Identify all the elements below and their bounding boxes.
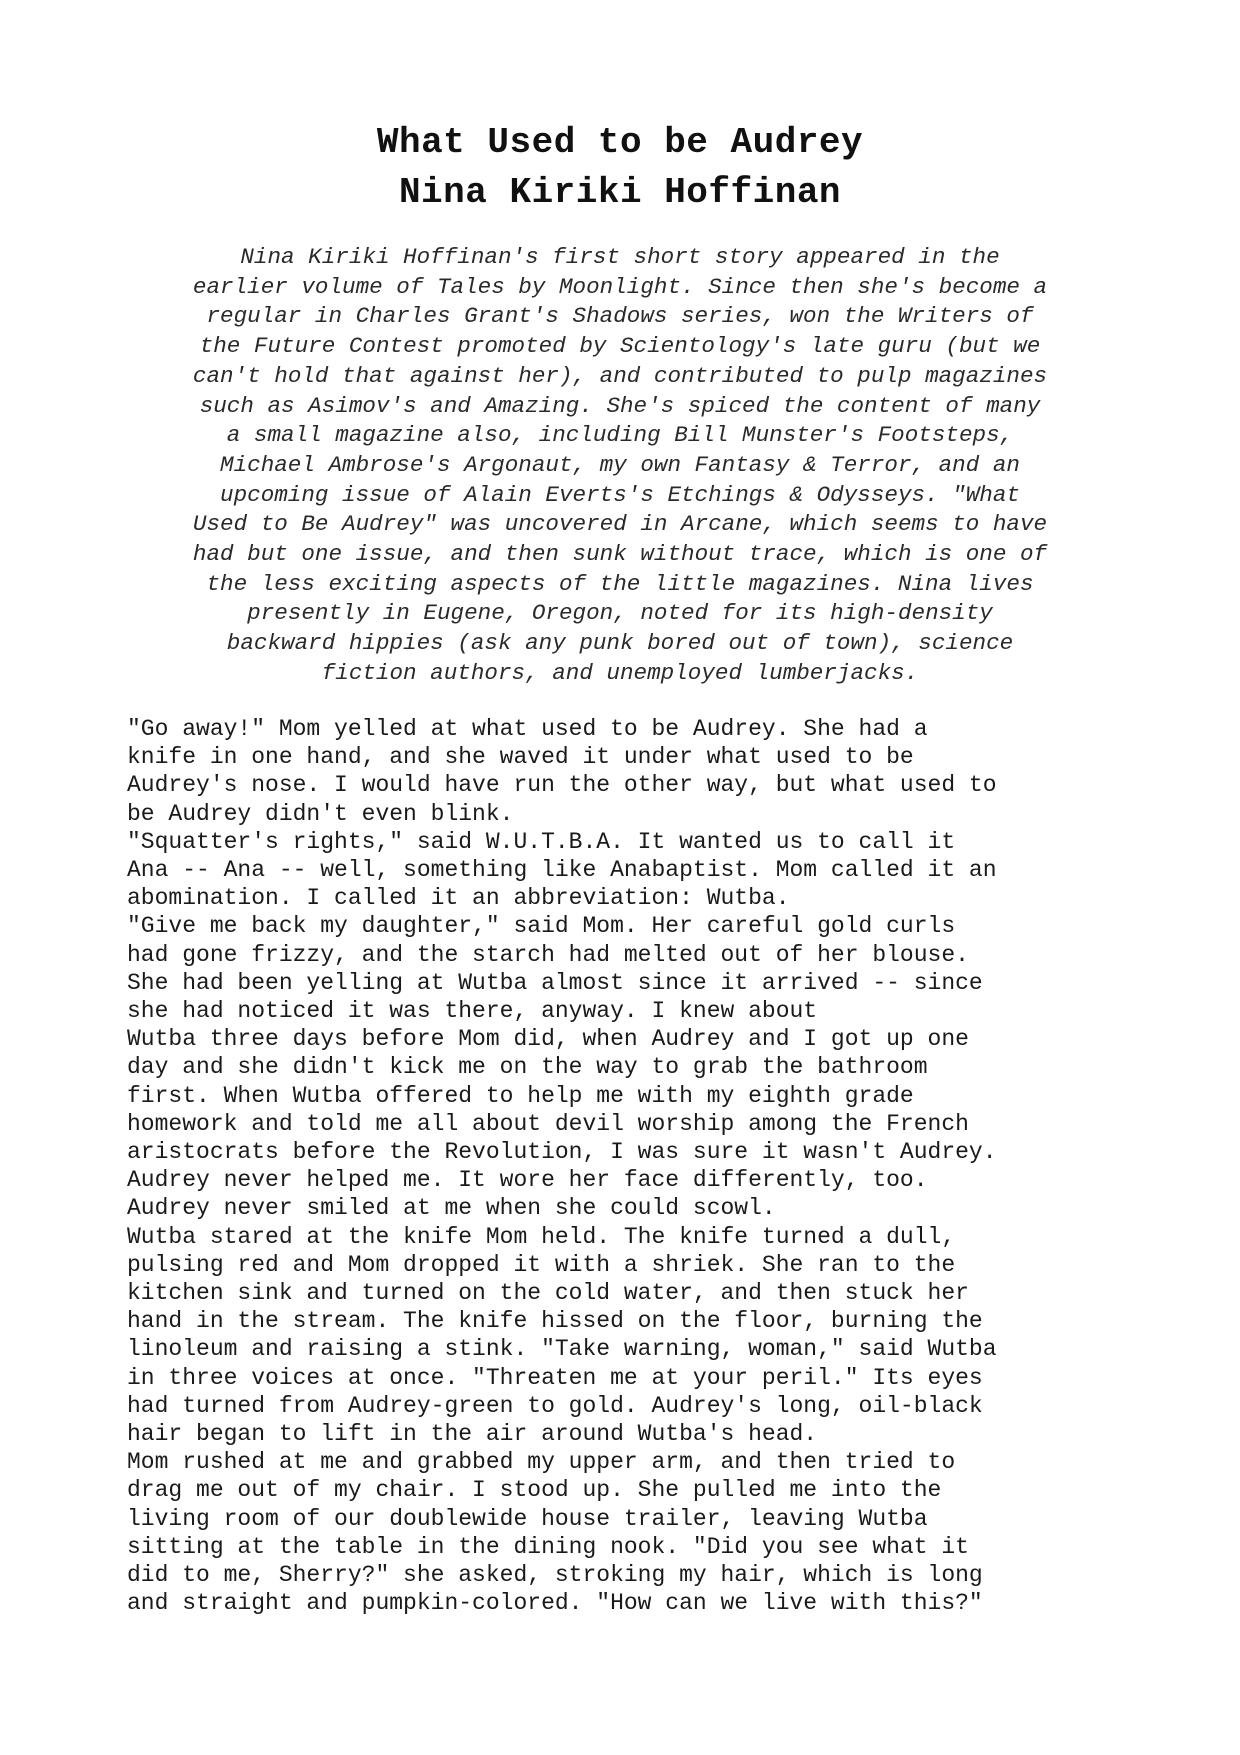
story-line: Audrey never smiled at me when she could scowl. — [127, 1195, 776, 1222]
story-line: she had noticed it was there, anyway. I knew about — [127, 998, 818, 1025]
story-line: linoleum and raising a stink. "Take warning, woman," said Wutba — [127, 1336, 997, 1363]
story-line: and straight and pumpkin-colored. "How can we live with this?" — [127, 1590, 983, 1617]
story-line: abomination. I called it an abbreviation: Wutba. — [127, 885, 790, 912]
story-line: drag me out of my chair. I stood up. She pulled me into the — [127, 1477, 942, 1504]
story-line: kitchen sink and turned on the cold water, and then stuck her — [127, 1280, 969, 1307]
story-line: pulsing red and Mom dropped it with a shriek. She ran to the — [127, 1251, 956, 1278]
story-line: "Give me back my daughter," said Mom. Her careful gold curls — [127, 913, 956, 940]
story-line: Mom rushed at me and grabbed my upper arm, and then tried to — [127, 1449, 956, 1476]
author-name: Nina Kiriki Hoffinan — [398, 172, 842, 213]
story-body — [127, 715, 1127, 1618]
story-line: hand in the stream. The knife hissed on the floor, burning the — [127, 1308, 983, 1335]
intro-line: can't hold that against her), and contributed to pulp magazines — [192, 362, 1048, 389]
story-line: had gone frizzy, and the starch had melted out of her blouse. — [127, 941, 969, 968]
story-line: in three voices at once. "Threaten me at your peril." Its eyes — [127, 1364, 983, 1391]
intro-line: the less exciting aspects of the little magazines. Nina lives — [206, 570, 1034, 597]
story-line: Audrey never helped me. It wore her face differently, too. — [127, 1167, 928, 1194]
intro-line: Michael Ambrose's Argonaut, my own Fantasy & Terror, and an — [220, 451, 1020, 478]
story-line: Wutba three days before Mom did, when Audrey and I got up one — [127, 1026, 969, 1053]
intro-line: upcoming issue of Alain Everts's Etchings & Odysseys. "What — [220, 481, 1020, 508]
intro-line: Nina Kiriki Hoffinan's first short story appeared in the — [240, 244, 1000, 270]
story-line: day and she didn't kick me on the way to grab the bathroom — [127, 1054, 928, 1081]
intro-line: had but one issue, and then sunk without trace, which is one of — [192, 541, 1048, 568]
story-line: She had been yelling at Wutba almost since it arrived -- since — [127, 969, 983, 996]
intro-line: presently in Eugene, Oregon, noted for its high-density — [247, 600, 993, 627]
intro-line: backward hippies (ask any punk bored out of town), science — [226, 630, 1014, 657]
story-line: Ana -- Ana -- well, something like Anabaptist. Mom called it an — [127, 857, 997, 884]
story-line: sitting at the table in the dining nook. "Did you see what it — [127, 1533, 969, 1560]
intro-line: earlier volume of Tales by Moonlight. Since then she's become a — [192, 273, 1048, 300]
story-line: Audrey's nose. I would have run the other way, but what used to — [127, 772, 997, 799]
story-line: Wutba stared at the knife Mom held. The knife turned a dull, — [127, 1223, 956, 1250]
story-line: living room of our doublewide house trailer, leaving Wutba — [127, 1505, 928, 1532]
story-line: be Audrey didn't even blink. — [127, 800, 514, 827]
intro-line: such as Asimov's and Amazing. She's spiced the content of many — [199, 392, 1041, 419]
intro-line: fiction authors, and unemployed lumberjacks. — [321, 659, 919, 686]
story-line: aristocrats before the Revolution, I was sure it wasn't Audrey. — [127, 1139, 997, 1166]
story-line: homework and told me all about devil worship among the French — [127, 1110, 969, 1137]
intro-line: the Future Contest promoted by Scientology's late guru (but we — [199, 333, 1041, 360]
story-line: had turned from Audrey-green to gold. Audrey's long, oil-black — [127, 1392, 983, 1419]
story-line: first. When Wutba offered to help me with my eighth grade — [127, 1082, 914, 1109]
story-line: knife in one hand, and she waved it under what used to be — [127, 744, 914, 771]
intro-line: Used to Be Audrey" was uncovered in Arcane, which seems to have — [192, 511, 1048, 538]
story-title: What Used to be Audrey — [376, 122, 864, 163]
story-line: did to me, Sherry?" she asked, stroking my hair, which is long — [127, 1562, 983, 1589]
story-line: "Squatter's rights," said W.U.T.B.A. It wanted us to call it — [127, 828, 956, 855]
story-line: "Go away!" Mom yelled at what used to be Audrey. She had a — [127, 716, 928, 742]
editor-introduction — [118, 243, 1122, 689]
title-block — [0, 118, 1240, 218]
story-line: hair began to lift in the air around Wutba's head. — [127, 1421, 818, 1448]
intro-line: regular in Charles Grant's Shadows series, won the Writers of — [206, 303, 1034, 330]
intro-line: a small magazine also, including Bill Munster's Footsteps, — [226, 422, 1014, 449]
